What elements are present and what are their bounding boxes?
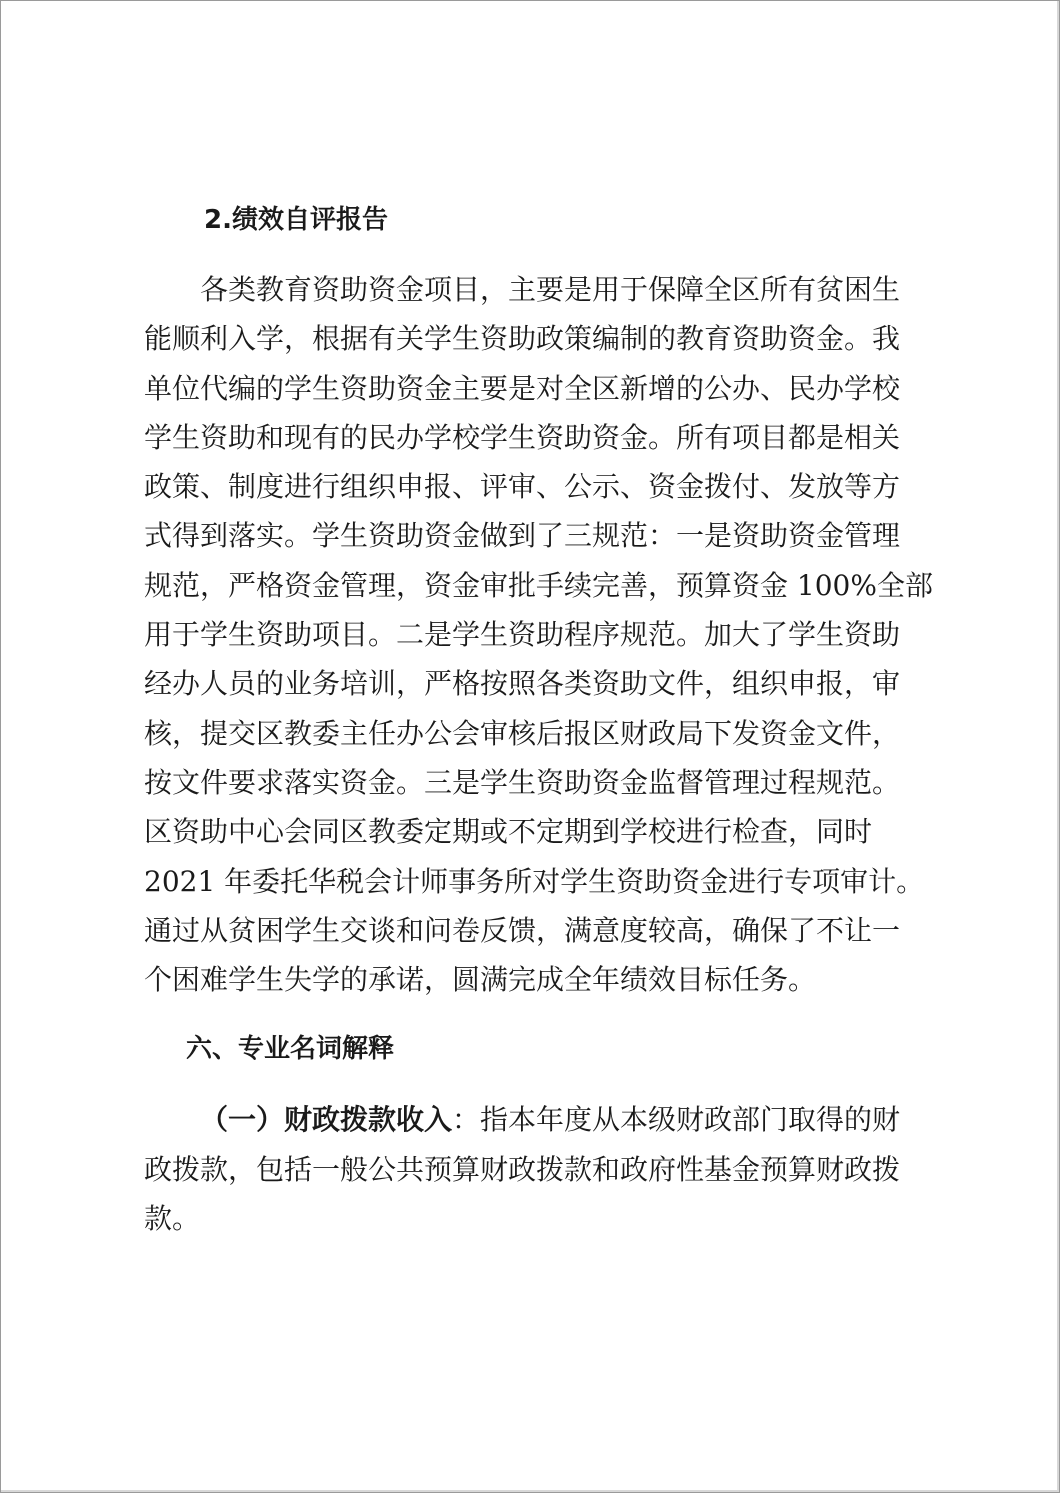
paragraph-line: 用于学生资助项目。二是学生资助程序规范。加大了学生资助 — [144, 618, 901, 652]
term-line: 款。 — [144, 1202, 201, 1236]
paragraph-line: 学生资助和现有的民办学校学生资助资金。所有项目都是相关 — [144, 420, 901, 454]
term-colon: ： — [452, 1103, 481, 1137]
paragraph-line: 2021 年委托华税会计师事务所对学生资助资金进行专项审计。 — [144, 864, 925, 898]
paragraph-line: 经办人员的业务培训，严格按照各类资助文件，组织申报，审 — [144, 667, 901, 701]
page-content — [144, 193, 933, 1243]
term-text: 指本年度从本级财政部门取得的财 — [480, 1103, 901, 1137]
section-heading: 2.绩效自评报告 — [204, 205, 388, 235]
chapter-heading: 六、专业名词解释 — [186, 1034, 395, 1065]
term-line: 政拨款，包括一般公共预算财政拨款和政府性基金预算财政拨 — [144, 1152, 901, 1186]
paragraph-line: 规范，严格资金管理，资金审批手续完善，预算资金 100%全部 — [144, 568, 933, 602]
paragraph-1 — [144, 265, 933, 1004]
paragraph-line: 单位代编的学生资助资金主要是对全区新增的公办、民办学校 — [144, 371, 901, 405]
paragraph-line: 个困难学生失学的承诺，圆满完成全年绩效目标任务。 — [144, 963, 817, 997]
paragraph-line: 按文件要求落实资金。三是学生资助资金监督管理过程规范。 — [144, 765, 901, 799]
paragraph-line: 区资助中心会同区教委定期或不定期到学校进行检查，同时 — [144, 815, 873, 849]
term-first-line — [144, 1095, 914, 1144]
paragraph-line: 通过从贫困学生交谈和问卷反馈，满意度较高，确保了不让一 — [144, 913, 901, 947]
paragraph-line: 核，提交区教委主任办公会审核后报区财政局下发资金文件， — [144, 716, 901, 750]
paragraph-line: 政策、制度进行组织申报、评审、公示、资金拨付、发放等方 — [144, 470, 901, 504]
paragraph-line: 式得到落实。学生资助资金做到了三规范：一是资助资金管理 — [144, 519, 901, 553]
paragraph-line: 能顺利入学，根据有关学生资助政策编制的教育资助资金。我 — [144, 322, 901, 356]
term-definition — [144, 1095, 914, 1243]
term-label: （一）财政拨款收入 — [200, 1103, 453, 1137]
paragraph-line: 各类教育资助资金项目，主要是用于保障全区所有贫困生 — [200, 273, 901, 306]
